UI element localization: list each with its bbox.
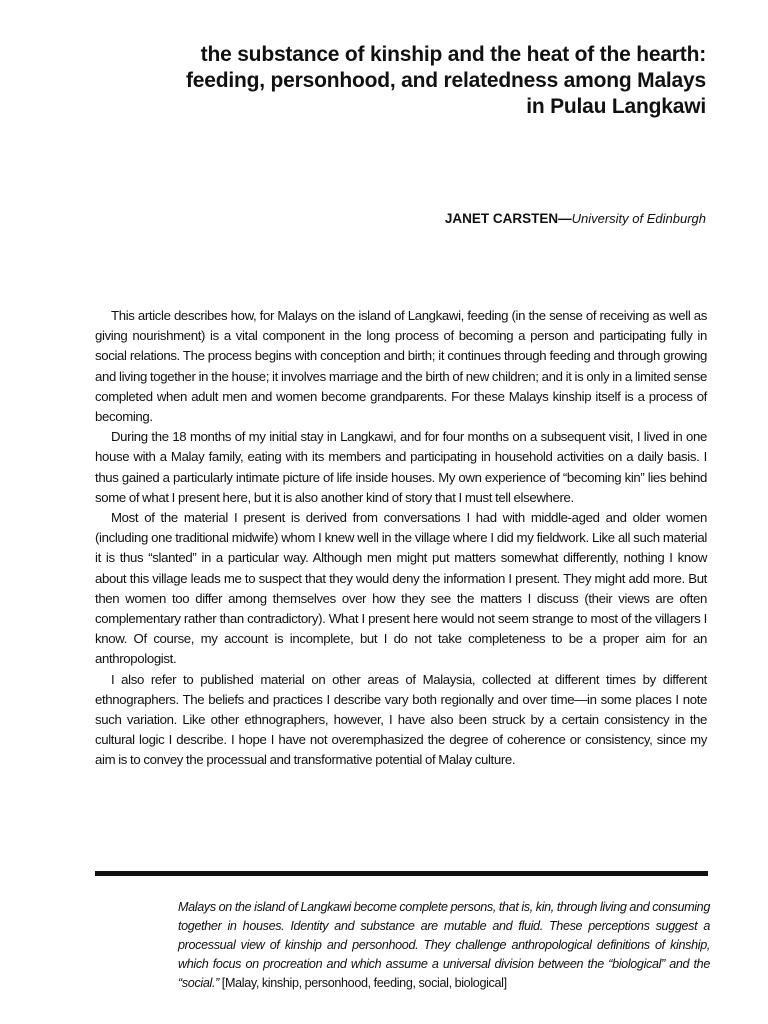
- byline: [445, 211, 706, 228]
- byline-dash: —: [558, 211, 572, 226]
- abstract-paragraph: [178, 898, 710, 993]
- title-line-1: the substance of kinship and the heat of the hearth:: [200, 43, 706, 66]
- body-paragraph-3: Most of the material I present is derived from conversations I had with middle-aged and older women (including one traditional midwife) whom I knew well in the village where I did my fieldwork. Like all such material it is thus “slanted” in a particular way. Although men might put matters somewhat differently, nothing I know about this village leads me to suspect that they would deny the information I present. They might add more. But then women too differ among themselves over how they see the matters I discuss (their views are often complementary rather than contradictory). What I present here would not seem strange to most of the villagers I know. Of course, my account is incomplete, but I do not take completeness to be a proper aim for an anthropologist.: [95, 510, 707, 667]
- author-affiliation: University of Edinburgh: [571, 211, 706, 226]
- author-name: JANET CARSTEN: [444, 211, 559, 226]
- abstract-block: [178, 898, 710, 993]
- body-paragraph-4: I also refer to published material on other areas of Malaysia, collected at different times by different ethnographers. The beliefs and practices I describe vary both regionally and over time—in some places I note such variation. Like other ethnographers, however, I have also been struck by a certain consistency in the cultural logic I describe. I hope I have not overemphasized the degree of coherence or consistency, since my aim is to convey the processual and transformative potential of Malay culture.: [95, 671, 707, 768]
- body-paragraph-1: This article describes how, for Malays on the island of Langkawi, feeding (in the sense of receiving as well as giving nourishment) is a vital component in the long process of becoming a person and participating fully in social relations. The process begins with conception and birth; it continues through feeding and through growing and living together in the house; it involves marriage and the birth of new children; and it is only in a limited sense completed when adult men and women become grandparents. For these Malays kinship itself is a process of becoming.: [95, 308, 707, 425]
- article-title: [66, 42, 706, 120]
- abstract-text: Malays on the island of Langkawi become complete persons, that is, kin, through living and consuming together in houses. Identity and substance are mutable and fluid. These perceptions suggest a processual view of kinship and personhood. They challenge anthropological definitions of kinship, which focus on procreation and which assume a universal division between the “biological” and the “social.”: [178, 900, 710, 990]
- title-line-2: feeding, personhood, and relatedness among Malays: [186, 69, 706, 92]
- body-paragraph-2: During the 18 months of my initial stay in Langkawi, and for four months on a subsequent visit, I lived in one house with a Malay family, eating with its members and participating in household activities on a daily basis. I thus gained a particularly intimate picture of life inside houses. My own experience of “becoming kin” lies behind some of what I present here, but it is also another kind of story that I must tell elsewhere.: [95, 429, 707, 505]
- abstract-keywords: [Malay, kinship, personhood, feeding, social, biological]: [221, 976, 507, 990]
- article-body: [95, 306, 707, 771]
- section-divider: [95, 871, 708, 876]
- title-line-3: in Pulau Langkawi: [526, 95, 706, 118]
